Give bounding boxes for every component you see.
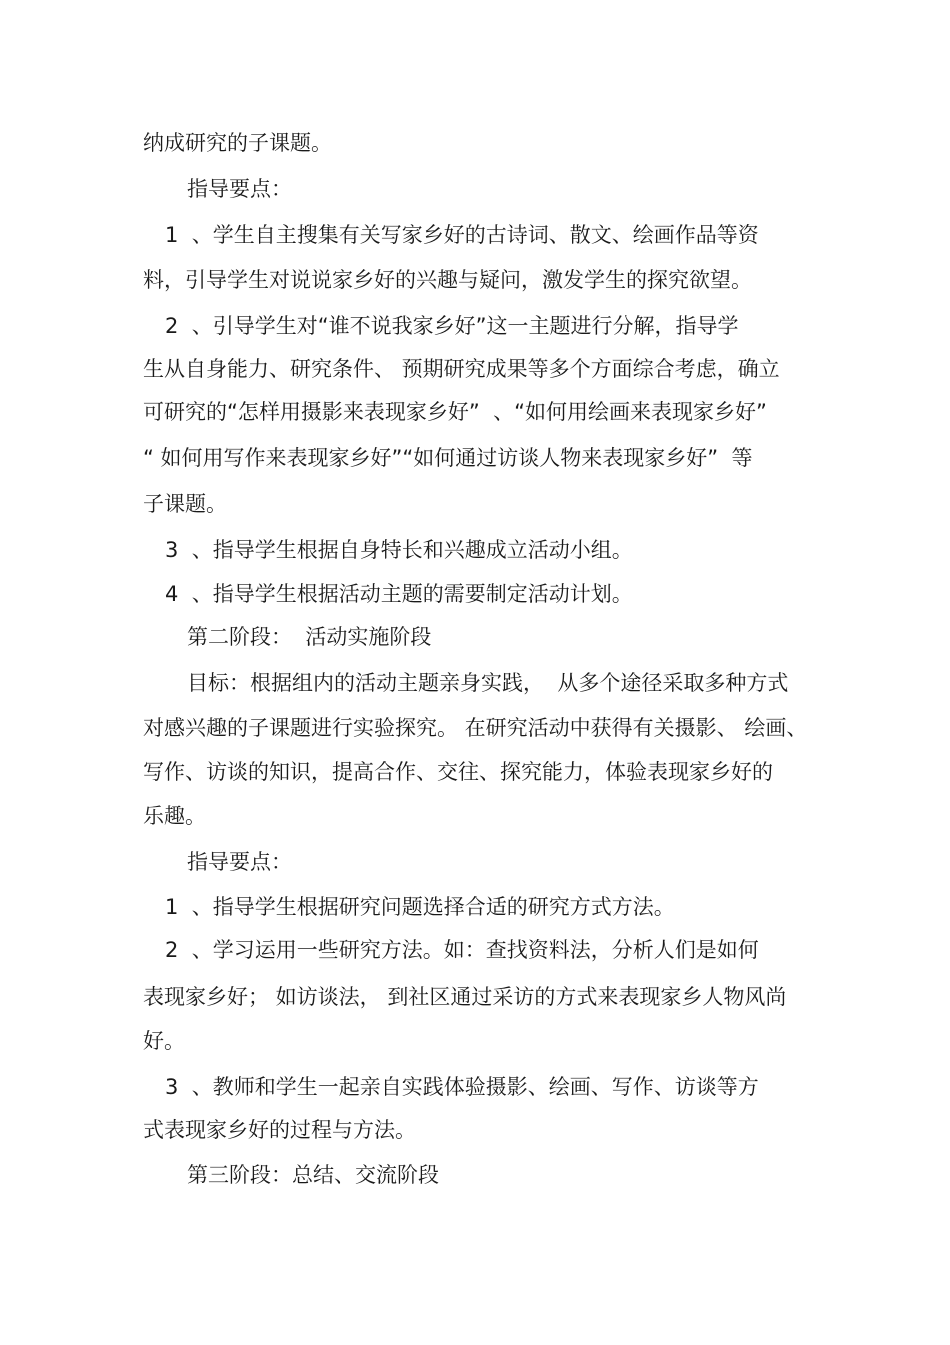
list-item: 3 、指导学生根据自身特长和兴趣成立活动小组。	[165, 538, 633, 562]
paragraph-line: 料，引导学生对说说家乡好的兴趣与疑问，激发学生的探究欲望。	[143, 268, 752, 292]
paragraph-line: 对感兴趣的子课题进行实验探究。 在研究活动中获得有关摄影、 绘画、	[143, 716, 808, 740]
section-heading: 第二阶段： 活动实施阶段	[187, 625, 432, 649]
list-item: 2 、引导学生对“谁不说我家乡好”这一主题进行分解，指导学	[165, 314, 739, 338]
paragraph-line: “ 如何用写作来表现家乡好”“如何通过访谈人物来表现家乡好” 等	[143, 446, 753, 470]
section-heading: 第三阶段：总结、交流阶段	[187, 1163, 439, 1187]
paragraph-line: 好。	[143, 1029, 185, 1053]
paragraph-line: 目标：根据组内的活动主题亲身实践， 从多个途径采取多种方式	[187, 671, 789, 695]
section-heading: 指导要点：	[187, 850, 292, 874]
paragraph-line: 乐趣。	[143, 804, 206, 828]
paragraph-line: 纳成研究的子课题。	[143, 131, 332, 155]
section-heading: 指导要点：	[187, 177, 292, 201]
list-item: 1 、指导学生根据研究问题选择合适的研究方式方法。	[165, 895, 675, 919]
paragraph-line: 生从自身能力、研究条件、 预期研究成果等多个方面综合考虑，确立	[143, 357, 780, 381]
paragraph-line: 式表现家乡好的过程与方法。	[143, 1118, 416, 1142]
paragraph-line: 表现家乡好； 如访谈法， 到社区通过采访的方式来表现家乡人物风尚	[143, 985, 787, 1009]
list-item: 3 、教师和学生一起亲自实践体验摄影、绘画、写作、访谈等方	[165, 1075, 759, 1099]
paragraph-line: 写作、访谈的知识，提高合作、交往、探究能力，体验表现家乡好的	[143, 760, 773, 784]
paragraph-line: 子课题。	[143, 492, 227, 516]
paragraph-line: 可研究的“怎样用摄影来表现家乡好” 、“如何用绘画来表现家乡好”	[143, 400, 767, 424]
list-item: 1 、学生自主搜集有关写家乡好的古诗词、散文、绘画作品等资	[165, 223, 759, 247]
list-item: 4 、指导学生根据活动主题的需要制定活动计划。	[165, 582, 633, 606]
list-item: 2 、学习运用一些研究方法。如：查找资料法，分析人们是如何	[165, 938, 759, 962]
